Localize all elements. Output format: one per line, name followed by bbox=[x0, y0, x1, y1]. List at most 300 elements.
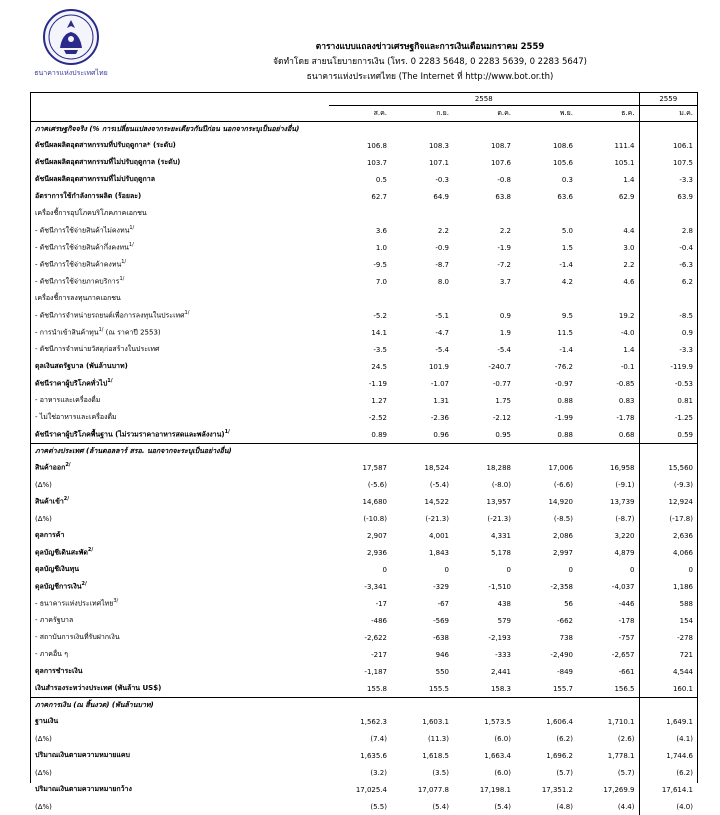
value-cell bbox=[577, 290, 639, 307]
value-cell: 2,997 bbox=[515, 544, 577, 561]
value-cell: (-9.1) bbox=[577, 476, 639, 493]
row-label bbox=[31, 747, 329, 764]
value-cell: -1,510 bbox=[453, 578, 515, 595]
value-cell: 550 bbox=[391, 663, 453, 680]
row-label bbox=[31, 646, 329, 663]
footnote-marker: 1/ bbox=[129, 242, 134, 248]
row-label bbox=[31, 680, 329, 698]
table-row bbox=[31, 256, 697, 273]
value-cell bbox=[453, 205, 515, 222]
table-row bbox=[31, 747, 697, 764]
value-cell: -3,341 bbox=[329, 578, 391, 595]
value-cell: 154 bbox=[639, 612, 697, 629]
row-label-text: - ธนาคารแห่งประเทศไทย bbox=[35, 599, 113, 607]
value-cell: (6.0) bbox=[453, 764, 515, 781]
table-row bbox=[31, 426, 697, 444]
table-row bbox=[31, 375, 697, 392]
value-cell bbox=[453, 290, 515, 307]
value-cell: (11.3) bbox=[391, 730, 453, 747]
value-cell: (-10.8) bbox=[329, 510, 391, 527]
row-label bbox=[31, 544, 329, 561]
value-cell: -67 bbox=[391, 595, 453, 612]
value-cell: 1.75 bbox=[453, 392, 515, 409]
value-cell: 2.2 bbox=[391, 222, 453, 239]
row-label-text: ดุลการชำระเงิน bbox=[35, 667, 83, 675]
row-label bbox=[31, 171, 329, 188]
row-label bbox=[31, 341, 329, 358]
value-cell: 14,522 bbox=[391, 493, 453, 510]
value-cell: (3.5) bbox=[391, 764, 453, 781]
row-label bbox=[31, 409, 329, 426]
row-label-text: - ดัชนีการใช้จ่ายสินค้ากึ่งคงทน bbox=[35, 243, 129, 251]
month-header: ธ.ค. bbox=[577, 106, 639, 122]
month-header: พ.ย. bbox=[515, 106, 577, 122]
report-subtitle: จัดทำโดย สายนโยบายการเงิน (โทร. 0 2283 5648, 0 2283 5639, 0 2283 5647) bbox=[180, 55, 680, 70]
value-cell: -1.78 bbox=[577, 409, 639, 426]
value-cell: 1.31 bbox=[391, 392, 453, 409]
value-cell: (-9.3) bbox=[639, 476, 697, 493]
row-label-text: - ดัชนีการใช้จ่ายภาคบริการ bbox=[35, 277, 119, 285]
value-cell: 0.9 bbox=[639, 324, 697, 341]
value-cell: 1,843 bbox=[391, 544, 453, 561]
value-cell: 0.83 bbox=[577, 392, 639, 409]
economic-data-table bbox=[30, 92, 698, 783]
row-label bbox=[31, 426, 329, 444]
row-label bbox=[31, 188, 329, 205]
value-cell bbox=[329, 205, 391, 222]
value-cell: -2,193 bbox=[453, 629, 515, 646]
value-cell: (4.8) bbox=[515, 798, 577, 815]
value-cell: 2,907 bbox=[329, 527, 391, 544]
row-label-text: - ดัชนีการจำหน่ายวัสดุก่อสร้างในประเทศ bbox=[35, 345, 159, 353]
value-cell: 0 bbox=[453, 561, 515, 578]
table-row bbox=[31, 341, 697, 358]
table-row bbox=[31, 459, 697, 476]
row-label-text: (Δ%) bbox=[35, 803, 52, 811]
value-cell: 17,614.1 bbox=[639, 781, 697, 798]
row-label bbox=[31, 459, 329, 476]
value-cell: -2.12 bbox=[453, 409, 515, 426]
table-row bbox=[31, 409, 697, 426]
value-cell: 160.1 bbox=[639, 680, 697, 698]
row-label-text: ดุลบัญชีเงินทุน bbox=[35, 565, 79, 573]
row-label bbox=[31, 358, 329, 375]
value-cell: 14,920 bbox=[515, 493, 577, 510]
row-label-text: ปริมาณเงินตามความหมายแคบ bbox=[35, 751, 130, 759]
value-cell: 103.7 bbox=[329, 154, 391, 171]
value-cell: 15,560 bbox=[639, 459, 697, 476]
value-cell: -8.7 bbox=[391, 256, 453, 273]
table-row bbox=[31, 222, 697, 239]
value-cell: 4.2 bbox=[515, 273, 577, 290]
value-cell: (-8.0) bbox=[453, 476, 515, 493]
value-cell: 18,524 bbox=[391, 459, 453, 476]
row-label-text: เครื่องชี้การอุปโภคบริโภคภาคเอกชน bbox=[35, 209, 147, 217]
value-cell: 0.3 bbox=[515, 171, 577, 188]
value-cell: 106.8 bbox=[329, 137, 391, 154]
value-cell: 107.1 bbox=[391, 154, 453, 171]
row-label-text: ดุลบัญชีการเงิน bbox=[35, 582, 82, 590]
value-cell: 4,544 bbox=[639, 663, 697, 680]
row-label-text: (Δ%) bbox=[35, 481, 52, 489]
value-cell: 19.2 bbox=[577, 307, 639, 324]
value-cell: -0.77 bbox=[453, 375, 515, 392]
value-cell: -0.3 bbox=[391, 171, 453, 188]
table-row bbox=[31, 273, 697, 290]
value-cell bbox=[639, 205, 697, 222]
value-cell: 63.8 bbox=[453, 188, 515, 205]
row-label-text: ดัชนีราคาผู้บริโภคพื้นฐาน (ไม่รวมราคาอาหารสดและพลังงาน) bbox=[35, 430, 225, 438]
value-cell: 1,696.2 bbox=[515, 747, 577, 764]
value-cell: (5.5) bbox=[329, 798, 391, 815]
value-cell: 107.6 bbox=[453, 154, 515, 171]
row-label-text: - ภาคอื่น ๆ bbox=[35, 650, 68, 658]
value-cell: 4,879 bbox=[577, 544, 639, 561]
value-cell: 2,441 bbox=[453, 663, 515, 680]
value-cell: 2.2 bbox=[577, 256, 639, 273]
row-label-text: อัตราการใช้กำลังการผลิต (ร้อยละ) bbox=[35, 192, 141, 200]
value-cell: 62.7 bbox=[329, 188, 391, 205]
value-cell bbox=[515, 205, 577, 222]
value-cell: -3.5 bbox=[329, 341, 391, 358]
value-cell: -76.2 bbox=[515, 358, 577, 375]
value-cell: -240.7 bbox=[453, 358, 515, 375]
row-label-text: ดัชนีราคาผู้บริโภคทั่วไป bbox=[35, 379, 107, 387]
table-row bbox=[31, 205, 697, 222]
value-cell: 8.0 bbox=[391, 273, 453, 290]
table-body bbox=[31, 122, 697, 815]
value-cell: 2,636 bbox=[639, 527, 697, 544]
table-row bbox=[31, 764, 697, 781]
value-cell: 0 bbox=[577, 561, 639, 578]
row-label-text: ปริมาณเงินตามความหมายกว้าง bbox=[35, 785, 132, 793]
value-cell: (-8.7) bbox=[577, 510, 639, 527]
table-row bbox=[31, 392, 697, 409]
row-label-text: - การนำเข้าสินค้าทุน bbox=[35, 328, 99, 336]
value-cell: 12,924 bbox=[639, 493, 697, 510]
section-header-row bbox=[31, 444, 697, 460]
footnote-marker: 1/ bbox=[121, 259, 126, 265]
value-cell: 0.59 bbox=[639, 426, 697, 444]
value-cell: 1,744.6 bbox=[639, 747, 697, 764]
row-label bbox=[31, 764, 329, 781]
row-label bbox=[31, 713, 329, 730]
value-cell: 5,178 bbox=[453, 544, 515, 561]
value-cell: (5.7) bbox=[515, 764, 577, 781]
table-row bbox=[31, 578, 697, 595]
value-cell: (5.4) bbox=[391, 798, 453, 815]
value-cell: 0.89 bbox=[329, 426, 391, 444]
table-row bbox=[31, 595, 697, 612]
value-cell: (-5.6) bbox=[329, 476, 391, 493]
table-row bbox=[31, 188, 697, 205]
value-cell: 579 bbox=[453, 612, 515, 629]
value-cell: 588 bbox=[639, 595, 697, 612]
value-cell: 721 bbox=[639, 646, 697, 663]
row-label bbox=[31, 375, 329, 392]
value-cell: -5.4 bbox=[453, 341, 515, 358]
report-header bbox=[0, 0, 720, 92]
value-cell: -4.0 bbox=[577, 324, 639, 341]
value-cell: 1,562.3 bbox=[329, 713, 391, 730]
footnote-marker: 2/ bbox=[64, 496, 69, 502]
bank-emblem-icon bbox=[42, 8, 100, 66]
value-cell: -0.53 bbox=[639, 375, 697, 392]
value-cell: -0.97 bbox=[515, 375, 577, 392]
row-label bbox=[31, 493, 329, 510]
table-row bbox=[31, 629, 697, 646]
report-titles bbox=[180, 40, 680, 85]
value-cell: (7.4) bbox=[329, 730, 391, 747]
row-label-text: (Δ%) bbox=[35, 769, 52, 777]
value-cell: 4,001 bbox=[391, 527, 453, 544]
row-label bbox=[31, 324, 329, 341]
value-cell: 17,025.4 bbox=[329, 781, 391, 798]
row-label-text: ดุลการค้า bbox=[35, 531, 64, 539]
value-cell: 17,006 bbox=[515, 459, 577, 476]
value-cell: -1.25 bbox=[639, 409, 697, 426]
value-cell: -119.9 bbox=[639, 358, 697, 375]
row-label-text: สินค้าเข้า bbox=[35, 497, 64, 505]
table-row bbox=[31, 239, 697, 256]
value-cell: -2.36 bbox=[391, 409, 453, 426]
value-cell: -0.4 bbox=[639, 239, 697, 256]
value-cell: -849 bbox=[515, 663, 577, 680]
value-cell: 0 bbox=[391, 561, 453, 578]
section-title: ภาคเศรษฐกิจจริง (% การเปลี่ยนแปลงจากระยะเดียวกันปีก่อน นอกจากระบุเป็นอย่างอื่น) bbox=[31, 122, 639, 138]
table-row bbox=[31, 493, 697, 510]
row-label-text: - ดัชนีการจำหน่ายรถยนต์เพื่อการลงทุนในประเทศ bbox=[35, 311, 185, 319]
section-header-row bbox=[31, 122, 697, 138]
row-label bbox=[31, 798, 329, 815]
table-row bbox=[31, 527, 697, 544]
value-cell: (3.2) bbox=[329, 764, 391, 781]
section-title: ภาคการเงิน (ณ สิ้นงวด) (พันล้านบาท) bbox=[31, 698, 639, 714]
value-cell: (6.0) bbox=[453, 730, 515, 747]
footnote-marker: 1/ bbox=[99, 327, 104, 333]
table-row bbox=[31, 137, 697, 154]
row-label bbox=[31, 392, 329, 409]
value-cell: -5.4 bbox=[391, 341, 453, 358]
row-label bbox=[31, 527, 329, 544]
row-label-text: ฐานเงิน bbox=[35, 717, 58, 725]
month-header: ต.ค. bbox=[453, 106, 515, 122]
table-row bbox=[31, 730, 697, 747]
value-cell: 438 bbox=[453, 595, 515, 612]
value-cell: -569 bbox=[391, 612, 453, 629]
value-cell: 108.7 bbox=[453, 137, 515, 154]
row-label bbox=[31, 629, 329, 646]
value-cell: 1,573.5 bbox=[453, 713, 515, 730]
value-cell: -446 bbox=[577, 595, 639, 612]
year-2559-header: 2559 bbox=[639, 93, 697, 106]
row-label bbox=[31, 256, 329, 273]
footnote-marker: 1/ bbox=[225, 429, 230, 435]
value-cell: (-21.3) bbox=[391, 510, 453, 527]
value-cell: 5.0 bbox=[515, 222, 577, 239]
value-cell: (-21.3) bbox=[453, 510, 515, 527]
value-cell: -5.2 bbox=[329, 307, 391, 324]
row-label-text: ดุลเงินสดรัฐบาล (พันล้านบาท) bbox=[35, 362, 128, 370]
row-label-text: (Δ%) bbox=[35, 515, 52, 523]
row-label bbox=[31, 205, 329, 222]
row-label-text: (Δ%) bbox=[35, 735, 52, 743]
value-cell: -278 bbox=[639, 629, 697, 646]
table-row bbox=[31, 713, 697, 730]
logo-caption: ธนาคารแห่งประเทศไทย bbox=[30, 68, 112, 79]
footnote-marker: 2/ bbox=[82, 581, 87, 587]
row-label bbox=[31, 730, 329, 747]
value-cell: -1.4 bbox=[515, 341, 577, 358]
value-cell: (4.0) bbox=[639, 798, 697, 815]
value-cell: 0 bbox=[515, 561, 577, 578]
value-cell: 1,649.1 bbox=[639, 713, 697, 730]
value-cell: -17 bbox=[329, 595, 391, 612]
value-cell: -2,622 bbox=[329, 629, 391, 646]
value-cell: -1.07 bbox=[391, 375, 453, 392]
row-label bbox=[31, 781, 329, 798]
value-cell: 0.88 bbox=[515, 392, 577, 409]
value-cell: 18,288 bbox=[453, 459, 515, 476]
table-row bbox=[31, 612, 697, 629]
value-cell: 1.9 bbox=[453, 324, 515, 341]
value-cell: -329 bbox=[391, 578, 453, 595]
value-cell: -2,358 bbox=[515, 578, 577, 595]
value-cell: 6.2 bbox=[639, 273, 697, 290]
value-cell: 3.6 bbox=[329, 222, 391, 239]
value-cell: 63.9 bbox=[639, 188, 697, 205]
value-cell: 1,710.1 bbox=[577, 713, 639, 730]
value-cell: -638 bbox=[391, 629, 453, 646]
row-label bbox=[31, 663, 329, 680]
section-header-row bbox=[31, 698, 697, 714]
report-title: ตารางแบบแถลงข่าวเศรษฐกิจและการเงินเดือนมกราคม 2559 bbox=[180, 40, 680, 55]
value-cell: -0.8 bbox=[453, 171, 515, 188]
value-cell: 1,186 bbox=[639, 578, 697, 595]
value-cell: 2,936 bbox=[329, 544, 391, 561]
value-cell: 1,635.6 bbox=[329, 747, 391, 764]
row-label-text: - ดัชนีการใช้จ่ายสินค้าคงทน bbox=[35, 260, 121, 268]
row-label bbox=[31, 137, 329, 154]
row-label bbox=[31, 307, 329, 324]
value-cell: 17,587 bbox=[329, 459, 391, 476]
value-cell: (-5.4) bbox=[391, 476, 453, 493]
footnote-marker: 3/ bbox=[113, 598, 118, 604]
table-row bbox=[31, 781, 697, 798]
row-label-text: - สถาบันการเงินที่รับฝากเงิน bbox=[35, 633, 120, 641]
value-cell: 1.4 bbox=[577, 341, 639, 358]
value-cell: 13,957 bbox=[453, 493, 515, 510]
value-cell: -5.1 bbox=[391, 307, 453, 324]
value-cell: 64.9 bbox=[391, 188, 453, 205]
value-cell: -2.52 bbox=[329, 409, 391, 426]
row-label-text: เงินสำรองระหว่างประเทศ (พันล้าน US$) bbox=[35, 684, 161, 692]
value-cell: 1,606.4 bbox=[515, 713, 577, 730]
value-cell: 16,958 bbox=[577, 459, 639, 476]
value-cell: 0.81 bbox=[639, 392, 697, 409]
value-cell: -0.1 bbox=[577, 358, 639, 375]
table-row bbox=[31, 154, 697, 171]
value-cell: (4.4) bbox=[577, 798, 639, 815]
value-cell: -2,490 bbox=[515, 646, 577, 663]
row-label bbox=[31, 510, 329, 527]
value-cell: 14.1 bbox=[329, 324, 391, 341]
footnote-marker: 1/ bbox=[185, 310, 190, 316]
value-cell: 2.2 bbox=[453, 222, 515, 239]
value-cell: 0.95 bbox=[453, 426, 515, 444]
value-cell: -1.19 bbox=[329, 375, 391, 392]
value-cell: 4,331 bbox=[453, 527, 515, 544]
value-cell: (5.4) bbox=[453, 798, 515, 815]
section-title: ภาคต่างประเทศ (ล้านดอลลาร์ สรอ. นอกจากจะระบุเป็นอย่างอื่น) bbox=[31, 444, 639, 460]
month-header-row bbox=[31, 106, 697, 122]
value-cell: 1.5 bbox=[515, 239, 577, 256]
value-cell: -9.5 bbox=[329, 256, 391, 273]
value-cell: -333 bbox=[453, 646, 515, 663]
value-cell bbox=[329, 290, 391, 307]
table-row bbox=[31, 561, 697, 578]
value-cell: 56 bbox=[515, 595, 577, 612]
table-row bbox=[31, 646, 697, 663]
value-cell: 0 bbox=[639, 561, 697, 578]
month-header: ส.ค. bbox=[329, 106, 391, 122]
table-row bbox=[31, 171, 697, 188]
value-cell: 155.8 bbox=[329, 680, 391, 698]
value-cell: (6.2) bbox=[639, 764, 697, 781]
value-cell: -178 bbox=[577, 612, 639, 629]
value-cell: 155.5 bbox=[391, 680, 453, 698]
row-label bbox=[31, 222, 329, 239]
row-label-text: - ภาครัฐบาล bbox=[35, 616, 73, 624]
row-label bbox=[31, 561, 329, 578]
value-cell: 3.7 bbox=[453, 273, 515, 290]
row-label-text: เครื่องชี้การลงทุนภาคเอกชน bbox=[35, 294, 121, 302]
value-cell: 0.5 bbox=[329, 171, 391, 188]
value-cell: 105.1 bbox=[577, 154, 639, 171]
value-cell: 111.4 bbox=[577, 137, 639, 154]
value-cell: 2,086 bbox=[515, 527, 577, 544]
row-label bbox=[31, 239, 329, 256]
row-label bbox=[31, 578, 329, 595]
value-cell: 17,198.1 bbox=[453, 781, 515, 798]
value-cell: 62.9 bbox=[577, 188, 639, 205]
month-header: ก.ย. bbox=[391, 106, 453, 122]
value-cell: -3.3 bbox=[639, 341, 697, 358]
value-cell: -0.9 bbox=[391, 239, 453, 256]
row-label bbox=[31, 154, 329, 171]
table-row bbox=[31, 663, 697, 680]
value-cell: -3.3 bbox=[639, 171, 697, 188]
value-cell: 17,077.8 bbox=[391, 781, 453, 798]
value-cell: -486 bbox=[329, 612, 391, 629]
value-cell: -1.99 bbox=[515, 409, 577, 426]
footnote-marker: 2/ bbox=[88, 547, 93, 553]
value-cell: (-6.6) bbox=[515, 476, 577, 493]
value-cell: 11.5 bbox=[515, 324, 577, 341]
value-cell: 1,618.5 bbox=[391, 747, 453, 764]
month-header: ม.ค. bbox=[639, 106, 697, 122]
value-cell: -661 bbox=[577, 663, 639, 680]
value-cell: (-17.8) bbox=[639, 510, 697, 527]
value-cell: -0.85 bbox=[577, 375, 639, 392]
value-cell: 14,680 bbox=[329, 493, 391, 510]
value-cell: 946 bbox=[391, 646, 453, 663]
table-row bbox=[31, 510, 697, 527]
value-cell: 17,269.9 bbox=[577, 781, 639, 798]
value-cell: 101.9 bbox=[391, 358, 453, 375]
value-cell: 4.4 bbox=[577, 222, 639, 239]
table-row bbox=[31, 307, 697, 324]
